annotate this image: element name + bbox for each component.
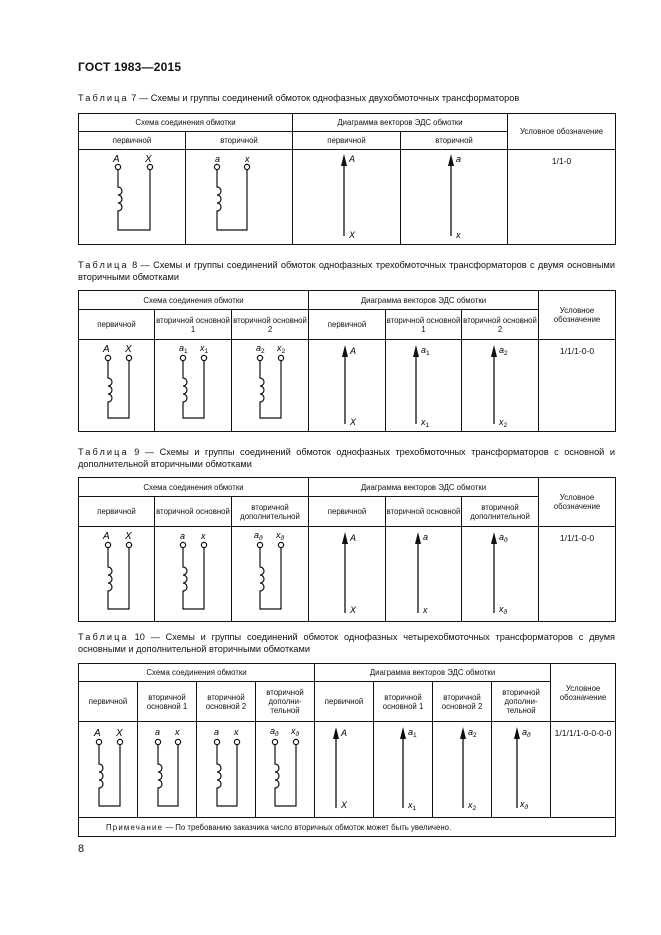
winding-scheme-cell (197, 722, 256, 818)
arrow-head-icon (413, 345, 419, 357)
table-caption-9 (78, 446, 615, 470)
col-secondary-main-2: вторичной основной 2 (197, 682, 256, 722)
winding-scheme-cell (79, 150, 186, 245)
table-note (79, 818, 616, 837)
terminal-label-end: X (145, 154, 152, 165)
winding-scheme-secondary-2 (197, 722, 256, 817)
terminal-label-end: x (234, 727, 239, 737)
table-title: — Схемы и группы соединений обмоток однофазных трехобмоточных трансформаторов с основной и дополнительной вторичными обмотками (78, 447, 615, 469)
arrow-head-icon (342, 345, 348, 357)
winding-scheme-cell (155, 340, 232, 432)
terminal-label-start: A (103, 344, 110, 355)
terminal-label-end: x (245, 154, 250, 164)
terminal-label-start: a (214, 727, 220, 737)
winding-coil-icon (214, 739, 239, 806)
terminal-label-end: X (125, 531, 132, 542)
vector-diagram-cell (462, 527, 539, 622)
terminal-label-end: $x_1$ (200, 343, 209, 355)
diagram-header: Диаграмма векторов ЭДС обмотки (293, 114, 508, 132)
winding-scheme-secondary-extra (232, 527, 309, 621)
col-primary: первичной (309, 310, 386, 340)
scheme-header: Схема соединения обмотки (79, 664, 315, 682)
designation-header: Условное обозначение (551, 664, 616, 722)
winding-scheme-cell (79, 527, 155, 622)
arrow-head-icon (448, 154, 454, 166)
winding-coil-icon (272, 739, 298, 806)
col-secondary-main-1: вторичной основной 1 (374, 682, 433, 722)
terminal-label-end: $x_2$ (277, 343, 286, 355)
col-secondary-main-1: вторичной основной 1 (386, 310, 462, 340)
vector-diagram-cell (309, 527, 386, 622)
designation-header: Условное обозначение (539, 291, 616, 340)
winding-scheme-cell (155, 527, 232, 622)
vector-label-end: X (349, 230, 356, 240)
vector-diagram-cell (462, 340, 539, 432)
table-caption-7 (78, 92, 615, 104)
terminal-label-end: X (125, 344, 132, 355)
col-secondary-main-1: вторичной основной 1 (155, 310, 232, 340)
diagram-header: Диаграмма векторов ЭДС обмотки (309, 478, 539, 497)
emf-vector-primary (309, 340, 386, 431)
emf-vector-secondary-2 (462, 340, 539, 431)
designation-header: Условное обозначение (508, 114, 616, 150)
emf-vector-secondary-1 (374, 722, 433, 817)
winding-scheme-cell (232, 527, 309, 622)
vector-diagram-cell (401, 150, 508, 245)
table-number: 10 (134, 632, 145, 642)
terminal-label-end: X (116, 728, 123, 739)
vector-label-start: $a_д$ (522, 727, 531, 739)
designation-header: Условное обозначение (539, 478, 616, 527)
terminal-label-start: A (103, 531, 110, 542)
vector-diagram-cell (386, 527, 462, 622)
terminal-label-end: x (201, 531, 206, 541)
table-title: — Схемы и группы соединений обмоток однофазных двухобмоточных трансформаторов (138, 93, 520, 103)
vector-label-end: $x_1$ (421, 417, 430, 429)
vector-label-start: A (349, 154, 356, 164)
col-secondary-main-1: вторичной основной 1 (138, 682, 197, 722)
vector-diagram-cell (315, 722, 374, 818)
col-secondary-main: вторичной основной (386, 497, 462, 527)
designation-code: 1/1/1-0-0 (539, 527, 616, 622)
winding-coil-icon (257, 542, 283, 609)
designation-code: 1/1/1/1-0-0-0-0 (551, 722, 616, 818)
winding-scheme-primary (79, 340, 155, 431)
winding-scheme-secondary-main (155, 527, 232, 621)
arrow-head-icon (514, 727, 520, 739)
arrow-head-icon (341, 154, 347, 166)
winding-scheme-cell (79, 340, 155, 432)
diagram-header: Диаграмма векторов ЭДС обмотки (315, 664, 551, 682)
terminal-label-start: a (180, 531, 186, 541)
winding-scheme-cell (256, 722, 315, 818)
col-secondary: вторичной (186, 132, 293, 150)
col-primary: первичной (293, 132, 401, 150)
table-number: 9 (134, 447, 140, 457)
col-secondary-main-2: вторичной основной 2 (462, 310, 539, 340)
vector-label-end: $x_2$ (499, 417, 508, 429)
document-header: ГОСТ 1983—2015 (78, 60, 182, 74)
emf-vector-secondary-extra (492, 722, 551, 817)
winding-scheme-primary (79, 150, 186, 244)
vector-label-end: x (423, 605, 428, 615)
vector-diagram-cell (386, 340, 462, 432)
table-7 (78, 113, 616, 245)
emf-vector-secondary-1 (386, 340, 462, 431)
table-title: — Схемы и группы соединений обмоток однофазных трехобмоточных трансформаторов с двумя основными вторичными обмотками (78, 260, 615, 282)
vector-diagram-cell (433, 722, 492, 818)
col-secondary: вторичной (401, 132, 508, 150)
arrow-head-icon (491, 345, 497, 357)
table-caption-10 (78, 631, 615, 655)
terminal-label-start: A (94, 728, 101, 739)
terminal-label-start: A (113, 154, 120, 165)
winding-scheme-primary (79, 527, 155, 621)
winding-coil-icon (115, 164, 152, 230)
winding-scheme-secondary-2 (232, 340, 309, 431)
col-primary: первичной (315, 682, 374, 722)
winding-scheme-secondary-extra (256, 722, 315, 817)
designation-code: 1/1/1-0-0 (539, 340, 616, 432)
scheme-header: Схема соединения обмотки (79, 478, 309, 497)
note-text: — По требованию заказчика число вторичных обмоток может быть увеличено. (165, 822, 452, 832)
vector-label-start: $a_1$ (421, 345, 430, 357)
winding-scheme-primary (79, 722, 138, 817)
winding-coil-icon (180, 542, 206, 609)
vector-label-start: A (341, 728, 348, 738)
diagram-header: Диаграмма векторов ЭДС обмотки (309, 291, 539, 310)
terminal-label-start: $a_2$ (256, 343, 265, 355)
vector-label-start: $a_1$ (408, 727, 417, 739)
table-number: 7 (131, 93, 137, 103)
vector-diagram-cell (309, 340, 386, 432)
col-secondary-main: вторичной основной (155, 497, 232, 527)
vector-label-end: X (341, 800, 348, 810)
vector-label-end: $x_д$ (499, 604, 508, 616)
arrow-head-icon (460, 727, 466, 739)
vector-label-start: A (350, 346, 357, 356)
terminal-label-end: x (175, 727, 180, 737)
terminal-label-start: a (215, 154, 221, 164)
winding-scheme-cell (138, 722, 197, 818)
table-label: Таблица (78, 632, 129, 642)
col-secondary-main-2: вторичной основной 2 (232, 310, 309, 340)
table-label: Таблица (78, 260, 129, 270)
vector-label-end: x (456, 230, 461, 240)
vector-label-end: X (350, 605, 357, 615)
terminal-label-end: $x_д$ (291, 726, 300, 738)
winding-coil-icon (155, 739, 180, 806)
terminal-label-start: a (155, 727, 161, 737)
col-primary: первичной (79, 682, 138, 722)
vector-label-end: $x_д$ (520, 799, 529, 811)
winding-coil-icon (96, 739, 122, 806)
winding-coil-icon (214, 164, 249, 230)
terminal-label-start: $a_д$ (254, 530, 263, 542)
winding-scheme-secondary-1 (155, 340, 232, 431)
scheme-header: Схема соединения обмотки (79, 291, 309, 310)
emf-vector-primary (309, 527, 386, 621)
terminal-label-end: $x_д$ (276, 530, 285, 542)
col-secondary-main-2: вторичной основной 2 (433, 682, 492, 722)
emf-vector-secondary-main (386, 527, 462, 621)
table-8 (78, 290, 616, 432)
col-secondary-extra: вторичной дополнительной (232, 497, 309, 527)
vector-label-start: a (456, 154, 462, 164)
vector-label-start: $a_2$ (499, 345, 508, 357)
col-primary: первичной (79, 497, 155, 527)
vector-diagram-cell (293, 150, 401, 245)
col-secondary-extra: вторичной дополни-тельной (256, 682, 315, 722)
terminal-label-start: $a_1$ (179, 343, 188, 355)
table-10 (78, 663, 616, 837)
vector-label-start: $a_д$ (499, 532, 508, 544)
winding-scheme-secondary (186, 150, 293, 244)
scheme-header: Схема соединения обмотки (79, 114, 293, 132)
winding-coil-icon (105, 542, 131, 609)
vector-label-start: A (350, 533, 357, 543)
table-title: — Схемы и группы соединений обмоток однофазных четырехобмоточных трансформаторов с двумя основными и дополнительной вторичными обмотками (78, 632, 616, 654)
winding-scheme-cell (79, 722, 138, 818)
arrow-head-icon (415, 532, 421, 544)
arrow-head-icon (342, 532, 348, 544)
arrow-head-icon (400, 727, 406, 739)
note-label: Примечание (106, 822, 164, 832)
winding-scheme-secondary-1 (138, 722, 197, 817)
arrow-head-icon (491, 532, 497, 544)
col-primary: первичной (309, 497, 386, 527)
vector-label-end: X (350, 417, 357, 427)
winding-coil-icon (180, 355, 206, 418)
emf-vector-primary (315, 722, 374, 817)
page-number: 8 (78, 843, 85, 855)
winding-scheme-cell (232, 340, 309, 432)
vector-label-end: $x_2$ (468, 800, 477, 812)
winding-scheme-cell (186, 150, 293, 245)
terminal-label-start: $a_д$ (270, 726, 279, 738)
col-secondary-extra: вторичной дополни-тельной (492, 682, 551, 722)
table-9 (78, 477, 616, 622)
vector-diagram-cell (492, 722, 551, 818)
table-caption-8 (78, 259, 615, 283)
col-secondary-extra: вторичной дополнительной (462, 497, 539, 527)
emf-vector-secondary-2 (433, 722, 492, 817)
arrow-head-icon (333, 727, 339, 739)
emf-vector-secondary-extra (462, 527, 539, 621)
col-primary: первичной (79, 310, 155, 340)
col-primary: первичной (79, 132, 186, 150)
winding-coil-icon (257, 355, 283, 418)
winding-coil-icon (105, 355, 131, 418)
emf-vector-primary (293, 150, 401, 244)
vector-label-start: a (423, 532, 429, 542)
vector-diagram-cell (374, 722, 433, 818)
designation-code: 1/1-0 (508, 150, 616, 245)
table-number: 8 (132, 260, 138, 270)
vector-label-end: $x_1$ (408, 800, 417, 812)
table-label: Таблица (78, 93, 129, 103)
table-label: Таблица (78, 447, 129, 457)
vector-label-start: $a_2$ (468, 727, 477, 739)
emf-vector-secondary (401, 150, 508, 244)
